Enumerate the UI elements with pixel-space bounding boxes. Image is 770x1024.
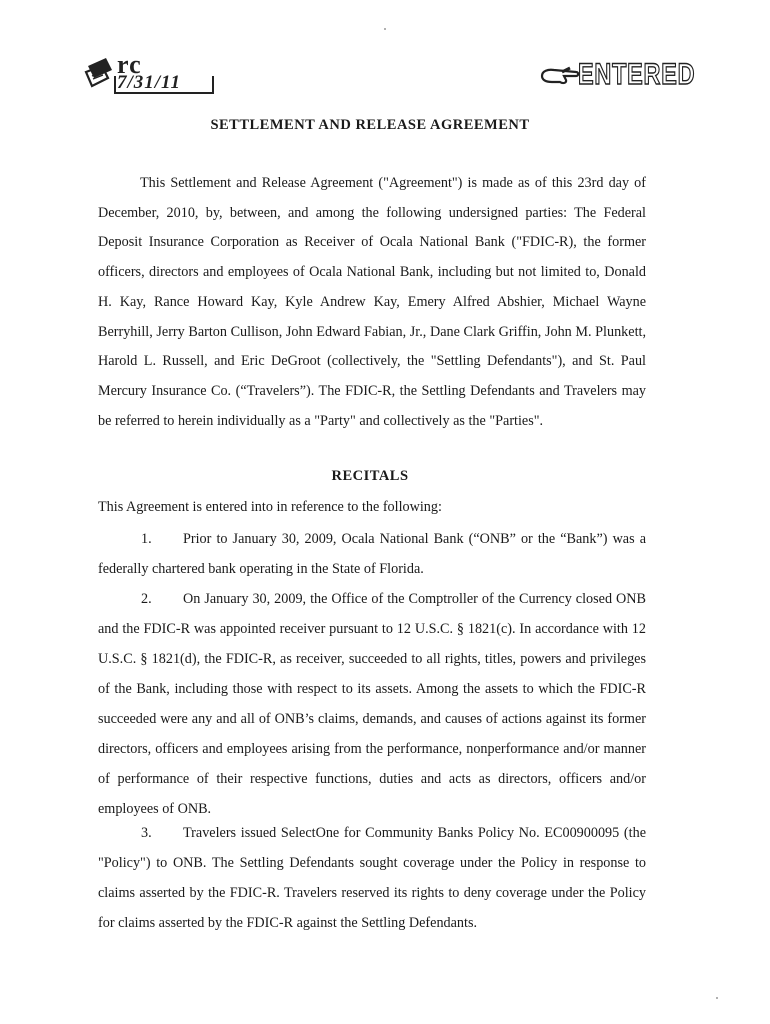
recital-item	[98, 524, 646, 584]
recital-number: 3.	[141, 825, 152, 841]
pointing-hand-icon	[540, 66, 580, 91]
recital-text: Prior to January 30, 2009, Ocala National Bank (“ONB” or the “Bank”) was a federally chartered bank operating in the State of Florida.	[98, 531, 646, 577]
recital-number: 1.	[141, 531, 152, 547]
recitals-heading: RECITALS	[331, 468, 409, 484]
scan-speck	[716, 997, 718, 999]
recital-item	[98, 584, 646, 824]
recital-item	[98, 818, 646, 938]
entered-stamp-text: ENTERED	[578, 58, 696, 91]
recital-number: 2.	[141, 591, 152, 607]
recital-text: On January 30, 2009, the Office of the Comptroller of the Currency closed ONB and the FDIC-R was appointed receiver pursuant to 12 U.S.C. § 1821(c). In accordance with 12 U.S.C. § 1821(d), the FDIC-R, as receiver, succeeded to all rights, titles, powers and privileges of the Bank, including those with respect to its assets. Among the assets to which the FDIC-R succeeded were any and all of ONB’s claims, demands, and causes of actions against its former directors, officers and employees arising from the performance, nonperformance and/or manner of performance of their respective functions, duties and acts as directors, officers and/or employees of ONB.	[98, 591, 646, 817]
received-stamp-text: rc	[117, 50, 142, 79]
recitals-intro: This Agreement is entered into in reference to the following:	[98, 499, 442, 515]
scan-speck	[384, 28, 386, 30]
opening-paragraph: This Settlement and Release Agreement ("Agreement") is made as of this 23rd day of December, 2010, by, between, and among the following undersigned parties: The Federal Deposit Insurance Corporation as Receiver of Ocala National Bank ("FDIC-R), the former officers, directors and employees of Ocala National Bank, including but not limited to, Donald H. Kay, Rance Howard Kay, Kyle Andrew Kay, Emery Alfred Abshier, Michael Wayne Berryhill, Jerry Barton Cullison, John Edward Fabian, Jr., Dane Clark Griffin, John M. Plunkett, Harold L. Russell, and Eric DeGroot (collectively, the "Settling Defendants"), and St. Paul Mercury Insurance Co. (“Travelers”). The FDIC-R, the Settling Defendants and Travelers may be referred to herein individually as a "Party" and collectively as the "Parties".	[98, 175, 646, 429]
received-stamp-icon	[84, 56, 114, 95]
received-stamp	[84, 48, 224, 98]
received-stamp-date: 7/31/11	[117, 72, 182, 93]
document-title: SETTLEMENT AND RELEASE AGREEMENT	[210, 117, 530, 133]
entered-stamp	[540, 56, 696, 96]
recital-text: Travelers issued SelectOne for Community Banks Policy No. EC00900095 (the "Policy") to ONB. The Settling Defendants sought coverage under the Policy in response to claims asserted by the FDIC-R. Travelers reserved its rights to deny coverage under the Policy for claims asserted by the FDIC-R against the Settling Defendants.	[98, 825, 646, 931]
